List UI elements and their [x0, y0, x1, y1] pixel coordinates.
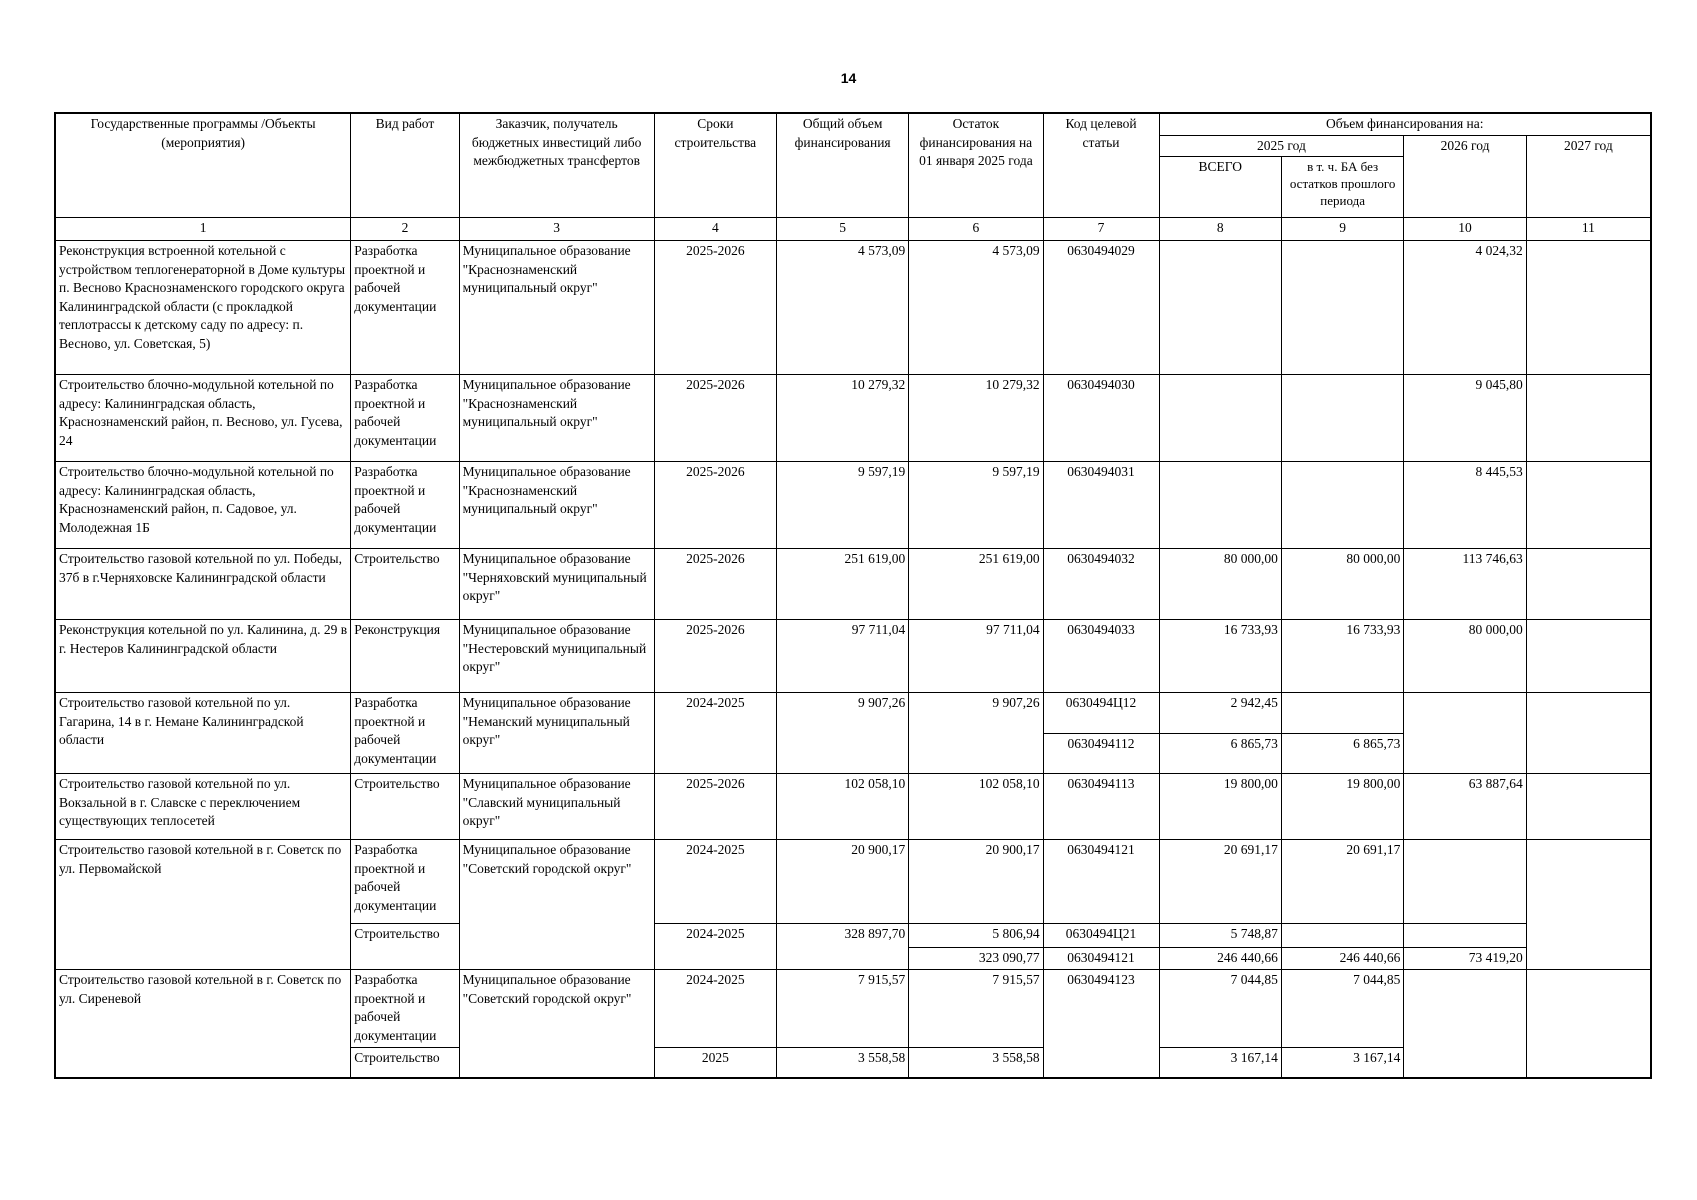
object-name: Строительство блочно-модульной котельной по адресу: Калининградская область, Краснознаменский район, п. Садовое, ул. Молодежная 1Б: [55, 462, 351, 549]
header-row-1: [55, 113, 1651, 135]
y2027: [1526, 693, 1651, 774]
remainder: 5 806,94: [909, 924, 1043, 948]
period: 2024-2025: [654, 840, 776, 924]
table-row: [55, 462, 1651, 549]
target-code: 0630494121: [1043, 840, 1159, 924]
table-row: [55, 774, 1651, 840]
y2025-incl: [1281, 693, 1403, 734]
y2025-total: 5 748,87: [1159, 924, 1281, 948]
customer: Муниципальное образование "Славский муниципальный округ": [459, 774, 654, 840]
work-type: Строительство: [351, 924, 459, 970]
period: 2025-2026: [654, 375, 776, 462]
header-2025-total: ВСЕГО: [1159, 157, 1281, 218]
object-name: Строительство газовой котельной по ул. Вокзальной в г. Славске с переключением существующих теплосетей: [55, 774, 351, 840]
col-number: 1: [55, 218, 351, 241]
y2026: 80 000,00: [1404, 620, 1526, 693]
period: 2024-2025: [654, 970, 776, 1048]
object-name: Строительство газовой котельной по ул. Победы, 37б в г.Черняховске Калининградской области: [55, 549, 351, 620]
y2025-incl: [1281, 924, 1403, 948]
y2025-total: 6 865,73: [1159, 734, 1281, 774]
total-financing: 20 900,17: [777, 840, 909, 924]
customer: Муниципальное образование "Краснознаменский муниципальный округ": [459, 462, 654, 549]
y2026: [1404, 840, 1526, 924]
period: 2024-2025: [654, 924, 776, 970]
y2026: 63 887,64: [1404, 774, 1526, 840]
remainder: 4 573,09: [909, 241, 1043, 375]
period: 2025: [654, 1048, 776, 1078]
y2025-incl: 19 800,00: [1281, 774, 1403, 840]
y2026: 73 419,20: [1404, 948, 1526, 970]
customer: Муниципальное образование "Неманский муниципальный округ": [459, 693, 654, 774]
y2025-total: [1159, 375, 1281, 462]
y2027: [1526, 241, 1651, 375]
total-financing: 7 915,57: [777, 970, 909, 1048]
remainder: 323 090,77: [909, 948, 1043, 970]
customer: Муниципальное образование "Советский городской округ": [459, 970, 654, 1078]
total-financing: 9 907,26: [777, 693, 909, 774]
header-total-financing: Общий объем финансирования: [777, 113, 909, 218]
y2025-total: [1159, 462, 1281, 549]
col-number: 11: [1526, 218, 1651, 241]
table-row: [55, 549, 1651, 620]
y2025-incl: [1281, 462, 1403, 549]
y2025-incl: 16 733,93: [1281, 620, 1403, 693]
y2025-incl: 3 167,14: [1281, 1048, 1403, 1078]
col-number: 5: [777, 218, 909, 241]
period: 2025-2026: [654, 549, 776, 620]
total-financing: 102 058,10: [777, 774, 909, 840]
header-target-code: Код целевой статьи: [1043, 113, 1159, 218]
y2027: [1526, 774, 1651, 840]
y2025-total: 19 800,00: [1159, 774, 1281, 840]
header-remainder: Остаток финансирования на 01 января 2025 года: [909, 113, 1043, 218]
table-row: [55, 620, 1651, 693]
col-number: 7: [1043, 218, 1159, 241]
col-number: 4: [654, 218, 776, 241]
total-financing: 10 279,32: [777, 375, 909, 462]
header-customer: Заказчик, получатель бюджетных инвестиций либо межбюджетных трансфертов: [459, 113, 654, 218]
y2027: [1526, 840, 1651, 970]
customer: Муниципальное образование "Черняховский муниципальный округ": [459, 549, 654, 620]
column-number-row: [55, 218, 1651, 241]
customer: Муниципальное образование "Краснознаменский муниципальный округ": [459, 375, 654, 462]
target-code: 0630494030: [1043, 375, 1159, 462]
target-code: 0630494031: [1043, 462, 1159, 549]
header-year-2025: 2025 год: [1159, 135, 1404, 157]
y2025-total: 246 440,66: [1159, 948, 1281, 970]
col-number: 8: [1159, 218, 1281, 241]
period: 2025-2026: [654, 462, 776, 549]
total-financing: 251 619,00: [777, 549, 909, 620]
work-type: Разработка проектной и рабочей документации: [351, 462, 459, 549]
target-code: 0630494113: [1043, 774, 1159, 840]
work-type: Разработка проектной и рабочей документации: [351, 375, 459, 462]
period: 2025-2026: [654, 620, 776, 693]
remainder: 10 279,32: [909, 375, 1043, 462]
y2025-total: 7 044,85: [1159, 970, 1281, 1048]
financing-table: [54, 112, 1652, 1079]
header-2025-incl: в т. ч. БА без остатков прошлого периода: [1281, 157, 1403, 218]
object-name: Строительство блочно-модульной котельной по адресу: Калининградская область, Краснознаменский район, п. Весново, ул. Гусева, 24: [55, 375, 351, 462]
header-programs: Государственные программы /Объекты (мероприятия): [55, 113, 351, 218]
y2027: [1526, 375, 1651, 462]
target-code: 0630494112: [1043, 734, 1159, 774]
y2025-total: 3 167,14: [1159, 1048, 1281, 1078]
y2025-incl: 6 865,73: [1281, 734, 1403, 774]
remainder: 7 915,57: [909, 970, 1043, 1048]
work-type: Разработка проектной и рабочей документации: [351, 693, 459, 774]
period: 2025-2026: [654, 241, 776, 375]
table-row: [55, 693, 1651, 734]
y2025-incl: 7 044,85: [1281, 970, 1403, 1048]
header-financing-volume: Объем финансирования на:: [1159, 113, 1651, 135]
table-row: [55, 241, 1651, 375]
work-type: Разработка проектной и рабочей документации: [351, 840, 459, 924]
y2025-incl: 20 691,17: [1281, 840, 1403, 924]
object-name: Строительство газовой котельной в г. Советск по ул. Первомайской: [55, 840, 351, 970]
object-name: Строительство газовой котельной по ул. Гагарина, 14 в г. Немане Калининградской области: [55, 693, 351, 774]
header-year-2026: 2026 год: [1404, 135, 1526, 218]
target-code: 0630494Ц21: [1043, 924, 1159, 948]
customer: Муниципальное образование "Краснознаменский муниципальный округ": [459, 241, 654, 375]
total-financing: 328 897,70: [777, 924, 909, 970]
y2025-incl: [1281, 241, 1403, 375]
col-number: 9: [1281, 218, 1403, 241]
total-financing: 3 558,58: [777, 1048, 909, 1078]
remainder: 251 619,00: [909, 549, 1043, 620]
y2026: [1404, 693, 1526, 774]
customer: Муниципальное образование "Нестеровский муниципальный округ": [459, 620, 654, 693]
y2027: [1526, 462, 1651, 549]
total-financing: 4 573,09: [777, 241, 909, 375]
y2026: [1404, 924, 1526, 948]
y2025-total: 20 691,17: [1159, 840, 1281, 924]
table-row: [55, 840, 1651, 924]
y2026: [1404, 970, 1526, 1078]
target-code: 0630494123: [1043, 970, 1159, 1078]
target-code: 0630494121: [1043, 948, 1159, 970]
work-type: Разработка проектной и рабочей документации: [351, 970, 459, 1048]
y2025-total: [1159, 241, 1281, 375]
y2025-total: 2 942,45: [1159, 693, 1281, 734]
y2026: 4 024,32: [1404, 241, 1526, 375]
target-code: 0630494Ц12: [1043, 693, 1159, 734]
header-year-2027: 2027 год: [1526, 135, 1651, 218]
remainder: 20 900,17: [909, 840, 1043, 924]
y2025-incl: 80 000,00: [1281, 549, 1403, 620]
work-type: Строительство: [351, 774, 459, 840]
target-code: 0630494033: [1043, 620, 1159, 693]
table-row: [55, 970, 1651, 1048]
page-number: 14: [840, 70, 857, 86]
y2027: [1526, 970, 1651, 1078]
table-row: [55, 375, 1651, 462]
y2025-incl: [1281, 375, 1403, 462]
col-number: 3: [459, 218, 654, 241]
work-type: Реконструкция: [351, 620, 459, 693]
remainder: 102 058,10: [909, 774, 1043, 840]
y2025-incl: 246 440,66: [1281, 948, 1403, 970]
col-number: 2: [351, 218, 459, 241]
col-number: 10: [1404, 218, 1526, 241]
header-period: Сроки строительства: [654, 113, 776, 218]
work-type: Строительство: [351, 1048, 459, 1078]
object-name: Реконструкция встроенной котельной с устройством теплогенераторной в Доме культуры п. Весново Краснознаменского городского округа Калининградской области (с прокладкой теплотрассы к детскому саду по адресу: п. Весново, ул. Советская, 5): [55, 241, 351, 375]
remainder: 9 907,26: [909, 693, 1043, 774]
y2025-total: 80 000,00: [1159, 549, 1281, 620]
remainder: 9 597,19: [909, 462, 1043, 549]
remainder: 3 558,58: [909, 1048, 1043, 1078]
object-name: Строительство газовой котельной в г. Советск по ул. Сиреневой: [55, 970, 351, 1078]
y2026: 8 445,53: [1404, 462, 1526, 549]
y2026: 113 746,63: [1404, 549, 1526, 620]
work-type: Строительство: [351, 549, 459, 620]
y2027: [1526, 549, 1651, 620]
y2025-total: 16 733,93: [1159, 620, 1281, 693]
col-number: 6: [909, 218, 1043, 241]
header-work-type: Вид работ: [351, 113, 459, 218]
target-code: 0630494029: [1043, 241, 1159, 375]
customer: Муниципальное образование "Советский городской округ": [459, 840, 654, 970]
period: 2024-2025: [654, 693, 776, 774]
target-code: 0630494032: [1043, 549, 1159, 620]
work-type: Разработка проектной и рабочей документации: [351, 241, 459, 375]
period: 2025-2026: [654, 774, 776, 840]
object-name: Реконструкция котельной по ул. Калинина, д. 29 в г. Нестеров Калининградской области: [55, 620, 351, 693]
y2027: [1526, 620, 1651, 693]
remainder: 97 711,04: [909, 620, 1043, 693]
y2026: 9 045,80: [1404, 375, 1526, 462]
total-financing: 9 597,19: [777, 462, 909, 549]
total-financing: 97 711,04: [777, 620, 909, 693]
